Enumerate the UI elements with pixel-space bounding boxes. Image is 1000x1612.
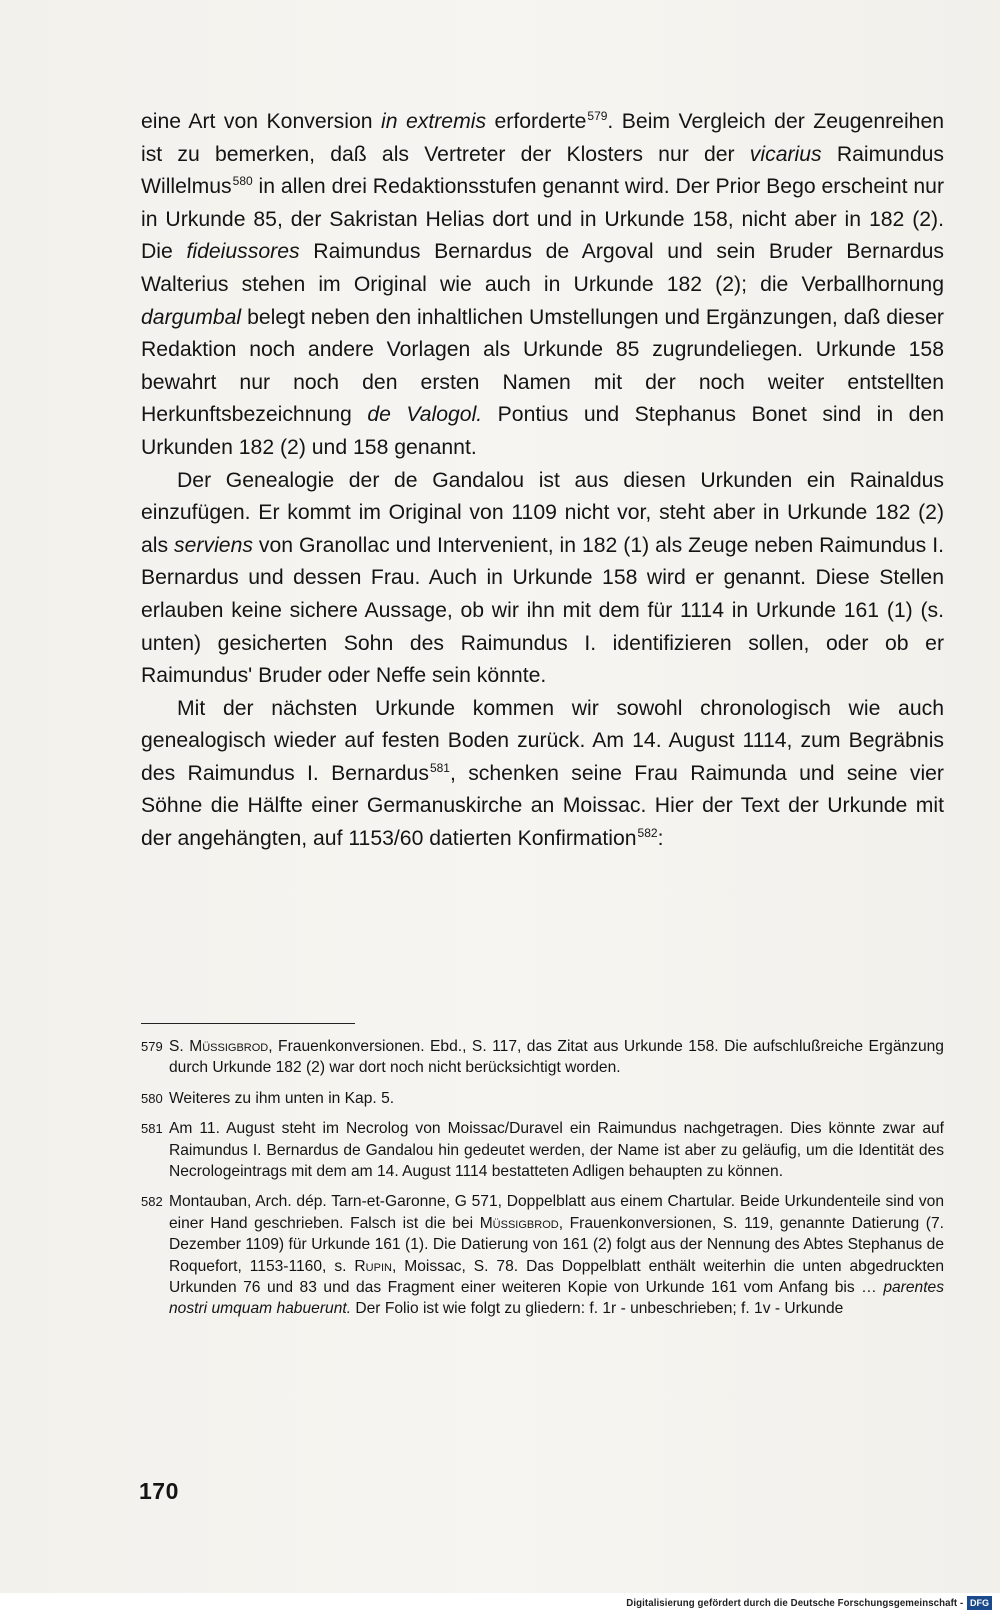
- italic-quote: parentes nostri umquam habuerunt.: [169, 1279, 944, 1318]
- text-run: , Moissac, S. 78. Das Doppelblatt enthält weiterhin die unten abgedruckten Urkunden 76 und 83 und das Fragment einer weiteren Kopie von Urkunde 161 vom Anfang bis …: [169, 1257, 944, 1297]
- page-number: 170: [139, 1478, 179, 1504]
- text-run: Pontius und Stephanus Bonet sind in den Urkunden 182 (2) und 158 genannt.: [141, 403, 945, 459]
- text-run: von Granollac und Intervenient, in 182 (1) als Zeuge neben Raimundus I. Bernardus und dessen Frau. Auch in Urkunde 158 wird er genannt. Diese Stellen erlauben keine sichere Aussage, ob wir ihn mit dem für 1114 in Urkunde 161 (1) (s. unten) gesicherten Sohn des Raimundus I. identifizieren sollen, oder ob er Raimundus' Bruder oder Neffe sein könnte.: [141, 533, 944, 688]
- italic-term: de Valogol.: [367, 403, 483, 427]
- footnote-ref-582[interactable]: 582: [637, 826, 658, 841]
- italic-term: dargumbal: [141, 305, 242, 329]
- footnote-ref-580[interactable]: 580: [232, 174, 253, 189]
- text-run: Montauban, Arch. dép. Tarn-et-Garonne, G 571, Doppelblatt aus einem Chartular. Beide Urkundenteile sind von einer Hand geschrieben. Falsch ist die bei: [169, 1193, 944, 1232]
- footnote-number: 582: [141, 1194, 163, 1210]
- italic-term: vicarius: [749, 142, 822, 166]
- text-run: , Frauenkonversionen. Ebd., S. 117, das Zitat aus Urkunde 158. Die aufschlußreiche Ergänzung durch Urkunde 182 (2) war dort noch nicht berücksichtigt worden.: [169, 1038, 944, 1077]
- text-run: , schenken seine Frau Raimunda und seine vier Söhne die Hälfte einer Germanuskirche an Moissac. Hier der Text der Urkunde mit der angehängten, auf 1153/60 datierten Konfirmation: [141, 761, 944, 851]
- footnote-579: [141, 1036, 944, 1079]
- paragraph-3: [141, 693, 944, 856]
- italic-term: serviens: [174, 533, 253, 557]
- text-run: Der Genealogie der de Gandalou ist aus diesen Urkunden ein Rainaldus einzufügen. Er kommt im Original von 1109 nicht vor, steht aber in Urkunde 182 (2) als: [141, 468, 944, 557]
- footnote-ref-579[interactable]: 579: [587, 109, 608, 123]
- main-text: [141, 106, 944, 856]
- author-name: Müssigbrod: [189, 1038, 269, 1055]
- footnote-581: [141, 1118, 944, 1182]
- footnote-ref-581[interactable]: 581: [429, 760, 450, 775]
- footnotes: [141, 1036, 944, 1329]
- text-run: belegt neben den inhaltlichen Umstellungen und Ergänzungen, daß dieser Redaktion noch andere Vorlagen als Urkunde 85 zugrundeliegen. Urkunde 158 bewahrt nur noch den ersten Namen mit der noch weiter entstellten Herkunftsbezeichnung: [141, 305, 944, 427]
- text-run: . Beim Vergleich der Zeugenreihen ist zu bemerken, daß als Vertreter der Klosters nur der: [141, 110, 945, 166]
- text-run: eine Art von Konversion: [141, 110, 382, 133]
- footnote-582: [141, 1191, 944, 1319]
- author-name: Rupin: [354, 1257, 392, 1275]
- text-run: in allen drei Redaktionsstufen genannt wird. Der Prior Bego erscheint nur in Urkunde 85, der Sakristan Helias dort und in Urkunde 158, nicht aber in 182 (2). Die: [141, 175, 944, 264]
- footnote-divider: [141, 1023, 355, 1024]
- footnote-number: 579: [141, 1039, 163, 1054]
- text-run: S.: [169, 1038, 190, 1055]
- text-run: Der Folio ist wie folgt zu gliedern: f. 1r - unbeschrieben; f. 1v - Urkunde: [351, 1300, 844, 1318]
- footnote-text: Weiteres zu ihm unten in Kap. 5.: [169, 1089, 395, 1107]
- text-run: erforderte: [486, 110, 587, 133]
- dfg-logo-icon: DFG: [967, 1596, 992, 1610]
- italic-term: in extremis: [381, 110, 487, 133]
- text-run: , Frauenkonversionen, S. 119, genannte Datierung (7. Dezember 1109) für Urkunde 161 (1). Die Datierung von 161 (2) folgt aus der Nennung des Abtes Stephanus de Roquefort, 1153-1160, s.: [169, 1214, 944, 1275]
- funding-text: Digitalisierung gefördert durch die Deutsche Forschungsgemeinschaft -: [626, 1596, 963, 1609]
- footnote-number: 580: [141, 1090, 163, 1106]
- text-run: :: [657, 827, 664, 851]
- author-name: Müssigbrod: [479, 1214, 559, 1232]
- paragraph-2: [141, 465, 944, 693]
- footnote-text: [169, 1036, 944, 1079]
- text-run: Raimundus Bernardus de Argoval und sein Bruder Bernardus Walterius stehen im Original wie auch in Urkunde 182 (2); die Verballhornung: [141, 240, 944, 296]
- footnote-text: [169, 1191, 944, 1319]
- text-run: Raimundus Willelmus: [141, 142, 944, 199]
- text-run: Mit der nächsten Urkunde kommen wir sowohl chronologisch wie auch genealogisch wieder auf festen Boden zurück. Am 14. August 1114, zum Begräbnis des Raimundus I. Bernardus: [141, 696, 944, 785]
- italic-term: fideiussores: [186, 240, 300, 264]
- footnote-text: Am 11. August steht im Necrolog von Moissac/Duravel ein Raimundus nachgetragen. Dies könnte zwar auf Raimundus I. Bernardus de Gandalou hin gedeutet werden, der Name ist aber zu geläufig, um die Identität des Necrologeintrags mit dem am 14. August 1114 bestatteten Adligen behaupten zu können.: [169, 1120, 944, 1181]
- footnote-580: [141, 1088, 944, 1109]
- footnote-number: 581: [141, 1121, 163, 1137]
- funding-footer: [0, 1593, 1000, 1612]
- paragraph-1: [141, 106, 944, 465]
